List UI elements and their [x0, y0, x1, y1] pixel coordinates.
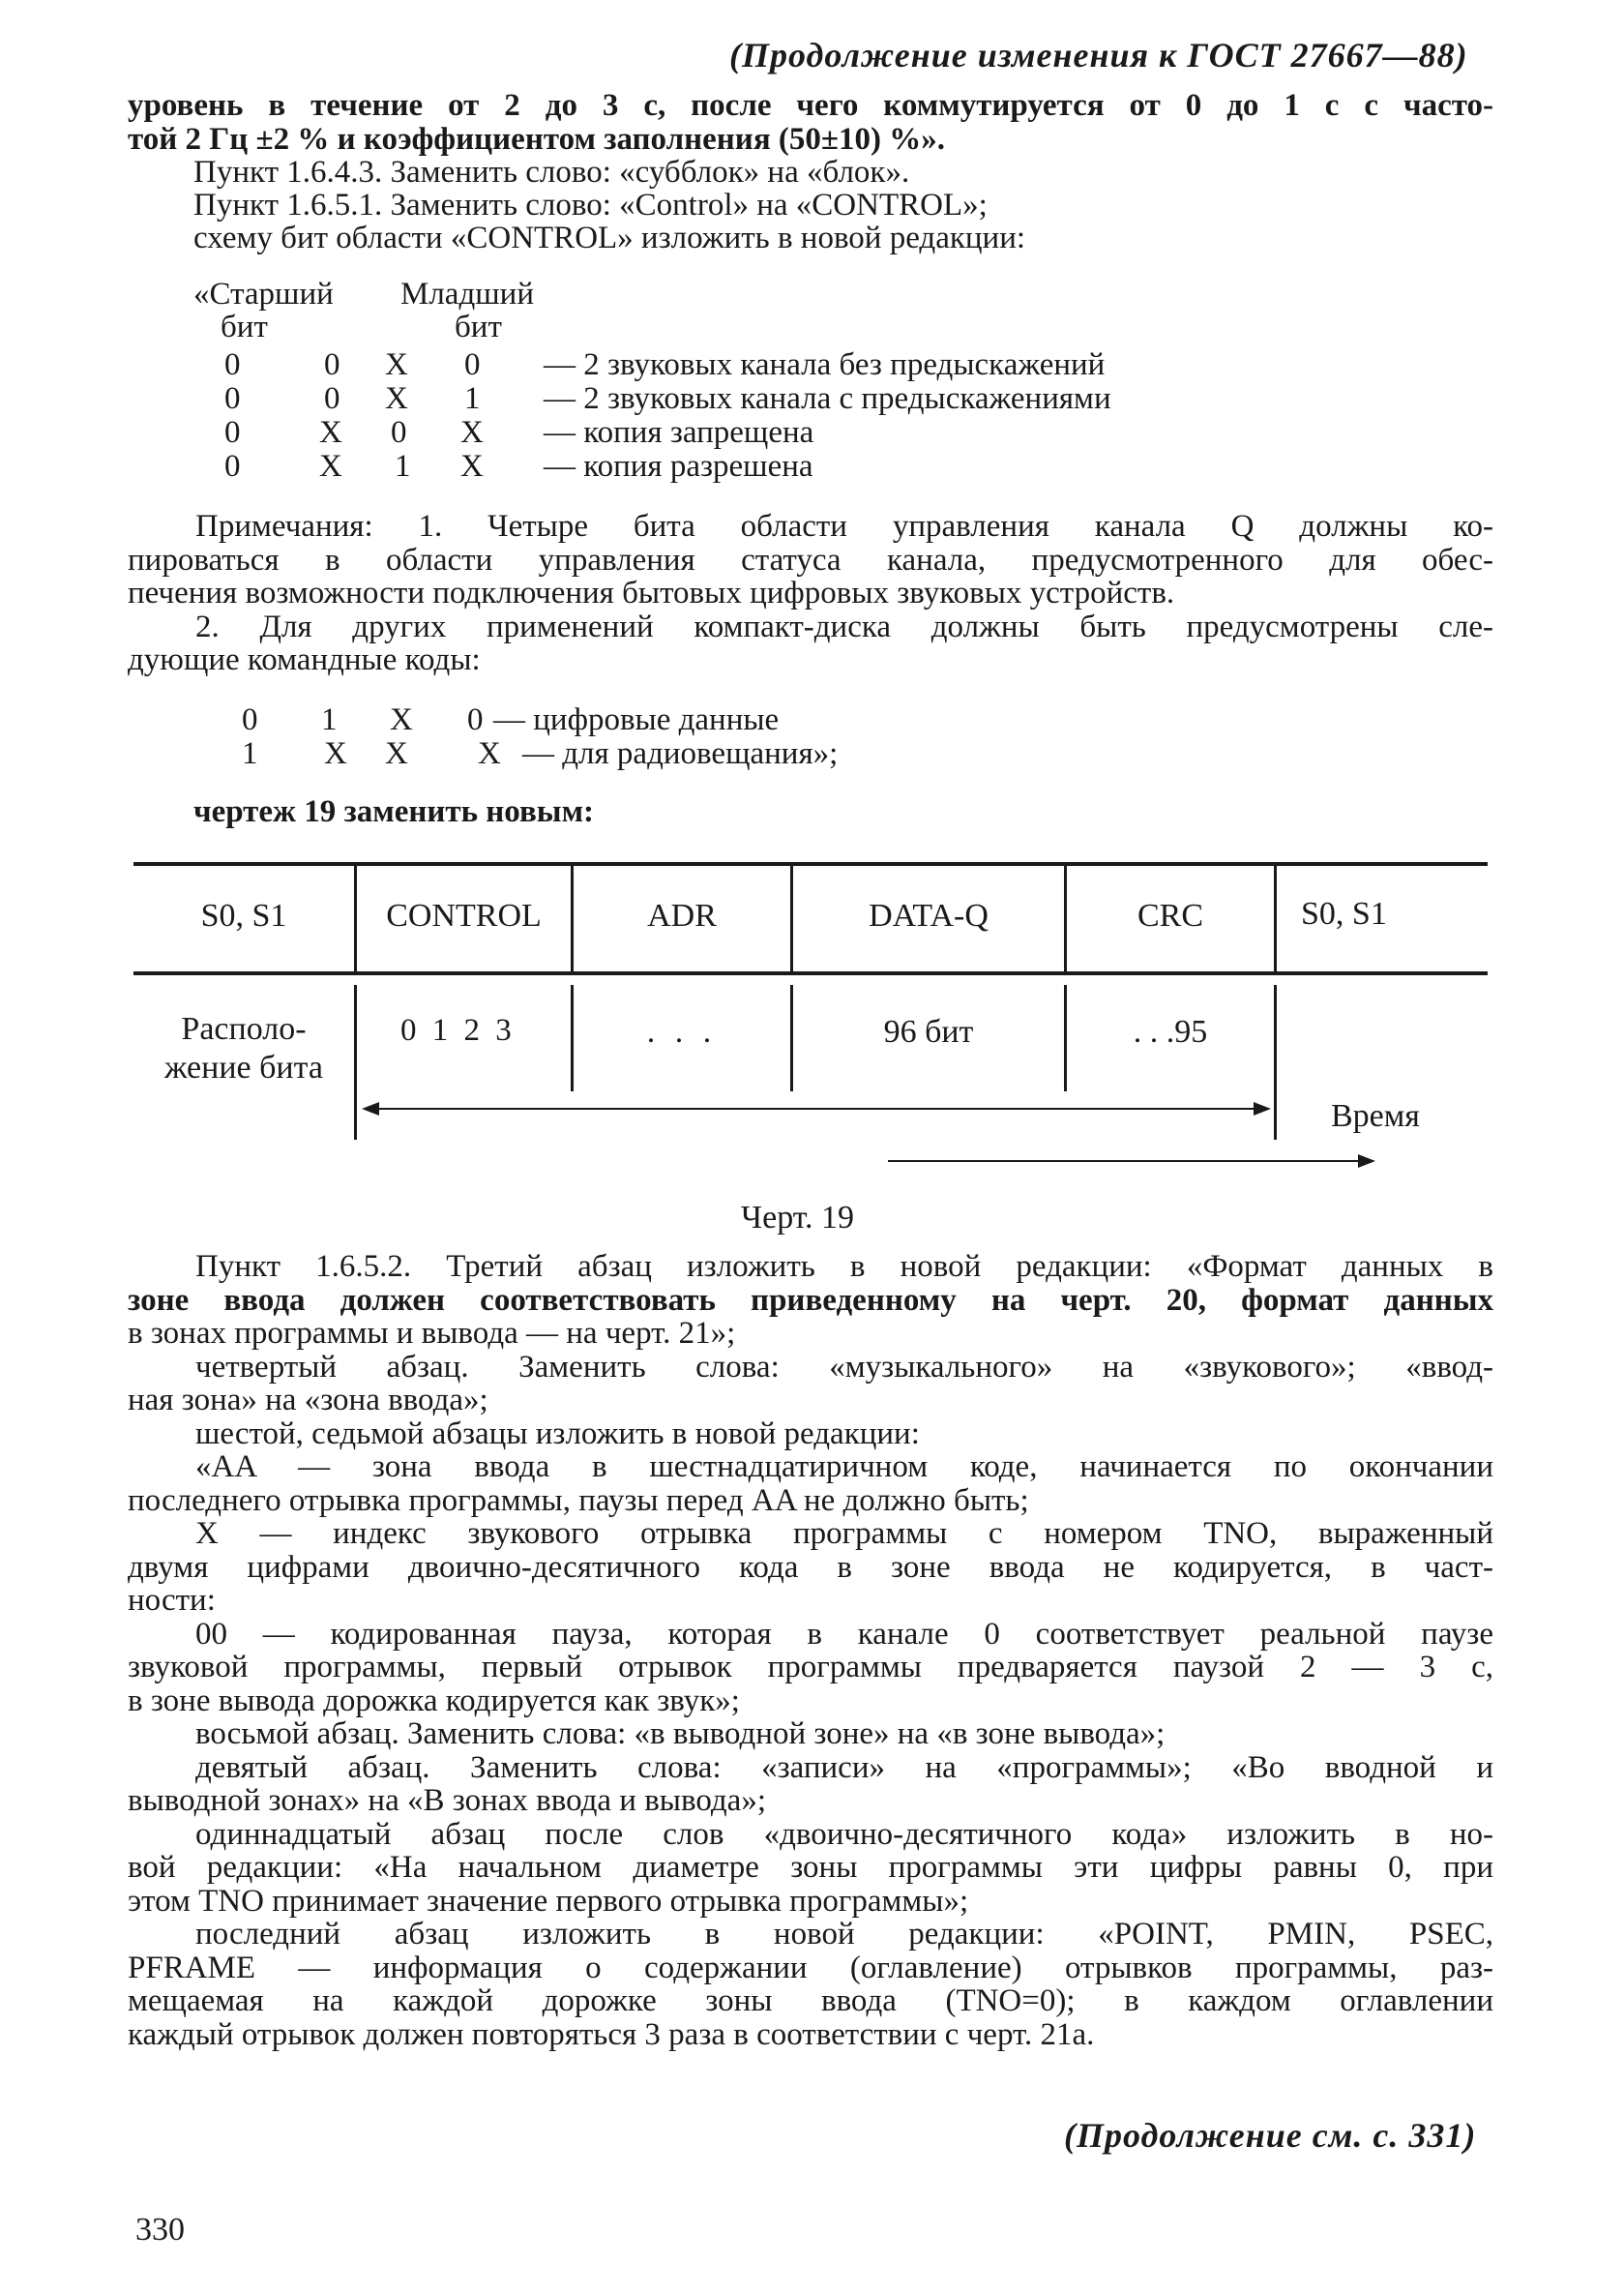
body-line: в зонах программы и вывода — на черт. 21»; — [128, 1316, 736, 1351]
bit-value: 0 — [324, 381, 340, 416]
bit-description: — копия запрещена — [544, 415, 814, 450]
continuation-note: (Продолжение см. с. 331) — [1064, 2116, 1477, 2155]
bit-value: 1 — [395, 449, 411, 484]
intro-line: Пункт 1.6.4.3. Заменить слово: «субблок» на «блок». — [193, 155, 910, 190]
bit-value: X — [385, 347, 408, 382]
figure-caption: Черт. 19 — [741, 1200, 855, 1236]
running-header: (Продолжение изменения к ГОСТ 27667—88) — [729, 36, 1468, 74]
bits-data-q: 96 бит — [883, 1014, 974, 1050]
body-line: последний абзац изложить в новой редакции: «POINT, PMIN, PSEC, — [195, 1917, 1493, 1951]
notes-line: 2. Для других применений компакт-диска должны быть предусмотрены сле- — [195, 609, 1493, 644]
bit-value: 0 — [391, 415, 407, 450]
intro-line: уровень в течение от 2 до 3 с, после чего коммутируется от 0 до 1 с с часто- — [128, 88, 1493, 123]
notes-line: пироваться в области управления статуса канала, предусмотренного для обес- — [128, 542, 1493, 578]
body-block — [128, 1250, 1493, 2051]
body-line: звуковой программы, первый отрывок программы предваряется паузой 2 — 3 с, — [128, 1650, 1493, 1684]
bit-divider — [354, 985, 357, 1140]
bit-value: X — [460, 415, 484, 450]
body-line: 00 — кодированная пауза, которая в канале 0 соответствует реальной паузе — [195, 1616, 1493, 1652]
span-arrow-right-head — [1254, 1102, 1271, 1116]
notes-line: дующие командные коды: — [128, 642, 481, 677]
span-arrow-left-head — [362, 1102, 379, 1116]
bit-value: 0 — [224, 381, 241, 416]
body-line: в зоне вывода дорожка кодируется как звук»; — [128, 1683, 740, 1718]
header-data-q: DATA-Q — [869, 898, 989, 934]
bit-value: 1 — [464, 381, 481, 416]
bit-value: 0 — [242, 702, 258, 737]
col-divider — [1274, 866, 1277, 972]
low-bit-label: Младший — [400, 277, 534, 312]
bits-crc: . . .95 — [1133, 1014, 1208, 1050]
header-control: CONTROL — [386, 898, 542, 934]
figure-mid-rule — [133, 971, 1488, 975]
body-line: каждый отрывок должен повторяться 3 раза в соответствии с черт. 21a. — [128, 2016, 1095, 2052]
notes-line: Примечания: 1. Четыре бита области управления канала Q должны ко- — [195, 509, 1493, 544]
bit-value: X — [319, 415, 342, 450]
bit-value: X — [390, 702, 413, 737]
bit-description: — копия разрешена — [544, 449, 813, 484]
row-label-line: Располо- — [181, 1011, 307, 1047]
figure-top-rule — [133, 862, 1488, 866]
bit-value: 0 — [467, 702, 484, 737]
bit-value: 0 — [224, 449, 241, 484]
header-s0s1-right: S0, S1 — [1301, 896, 1387, 932]
bits-control: 0 1 2 3 — [400, 1013, 512, 1048]
body-line: этом TNO принимает значение первого отрывка программы»; — [128, 1883, 969, 1919]
body-line: PFRAME — информация о содержании (оглавление) отрывков программы, раз- — [128, 1950, 1493, 1985]
body-line: ности: — [128, 1583, 216, 1618]
bit-value: X — [385, 381, 408, 416]
intro-line: той 2 Гц ±2 % и коэффициентом заполнения (50±10) %». — [128, 121, 946, 157]
body-line: мещаемая на каждой дорожке зоны ввода (TNO=0); в каждом оглавлении — [128, 1983, 1493, 2018]
time-label: Время — [1331, 1098, 1420, 1134]
intro-line: схему бит области «CONTROL» изложить в новой редакции: — [193, 221, 1026, 255]
bit-value: X — [319, 449, 342, 484]
bit-value: 0 — [224, 347, 241, 382]
body-line: «AA — зона ввода в шестнадцатиричном коде, начинается по окончании — [195, 1449, 1493, 1484]
bit-value: X — [385, 736, 408, 771]
body-line: восьмой абзац. Заменить слова: «в выводной зоне» на «в зоне вывода»; — [195, 1716, 1166, 1751]
bit-value: 0 — [324, 347, 340, 382]
row-label — [133, 1010, 354, 1087]
bit-value: 0 — [224, 415, 241, 450]
body-line: одиннадцатый абзац после слов «двоично-десятичного кода» изложить в но- — [195, 1816, 1493, 1852]
drawing-intro: чертеж 19 заменить новым: — [193, 794, 595, 829]
command-description: — цифровые данные — [493, 702, 780, 737]
body-line: четвертый абзац. Заменить слова: «музыкального» на «звукового»; «ввод- — [195, 1349, 1493, 1385]
bit-value: 1 — [242, 736, 258, 771]
header-crc: CRC — [1137, 898, 1204, 934]
notes-line: печения возможности подключения бытовых цифровых звуковых устройств. — [128, 576, 1175, 611]
body-line: двумя цифрами двоично-десятичного кода в зоне ввода не кодируется, в част- — [128, 1549, 1493, 1585]
time-arrow-head — [1358, 1154, 1375, 1168]
span-arrow-line — [375, 1108, 1254, 1110]
high-bit-label: «Старший — [193, 277, 334, 312]
header-s0s1: S0, S1 — [200, 898, 287, 934]
notes-block — [128, 510, 1493, 677]
bit-value: X — [460, 449, 484, 484]
body-line: последнего отрывка программы, паузы перед AA не должно быть; — [128, 1482, 1029, 1518]
low-bit-label-2: бит — [455, 310, 502, 344]
bit-value: 0 — [464, 347, 481, 382]
body-line: шестой, седьмой абзацы изложить в новой редакции: — [195, 1415, 920, 1451]
high-bit-label-2: бит — [221, 310, 268, 344]
header-adr: ADR — [647, 898, 717, 934]
row-label-line: жение бита — [164, 1050, 323, 1086]
intro-line: Пункт 1.6.5.1. Заменить слово: «Control» на «CONTROL»; — [193, 188, 988, 223]
time-arrow-line — [888, 1160, 1360, 1162]
bit-description: — 2 звуковых канала без предыскажений — [544, 347, 1106, 382]
page-number: 330 — [135, 2212, 185, 2248]
body-line: Пункт 1.6.5.2. Третий абзац изложить в новой редакции: «Формат данных в — [195, 1249, 1493, 1284]
bit-divider — [1274, 985, 1277, 1140]
command-description: — для радиовещания»; — [522, 736, 839, 771]
body-line: ная зона» на «зона ввода»; — [128, 1383, 488, 1417]
body-line: выводной зонах» на «В зонах ввода и вывода»; — [128, 1783, 766, 1818]
body-line: зоне ввода должен соответствовать приведенному на черт. 20, формат данных — [128, 1282, 1493, 1318]
bit-description: — 2 звуковых канала с предыскажениями — [544, 381, 1111, 416]
body-line: X — индекс звукового отрывка программы с номером TNO, выраженный — [195, 1516, 1493, 1551]
intro-block — [128, 89, 1493, 156]
bits-adr: . . . — [646, 1014, 718, 1050]
bit-value: 1 — [321, 702, 338, 737]
bit-value: X — [324, 736, 347, 771]
body-line: девятый абзац. Заменить слова: «записи» на «программы»; «Во вводной и — [195, 1749, 1493, 1785]
body-line: вой редакции: «На начальном диаметре зоны программы эти цифры равны 0, при — [128, 1850, 1493, 1885]
bit-value: X — [478, 736, 501, 771]
